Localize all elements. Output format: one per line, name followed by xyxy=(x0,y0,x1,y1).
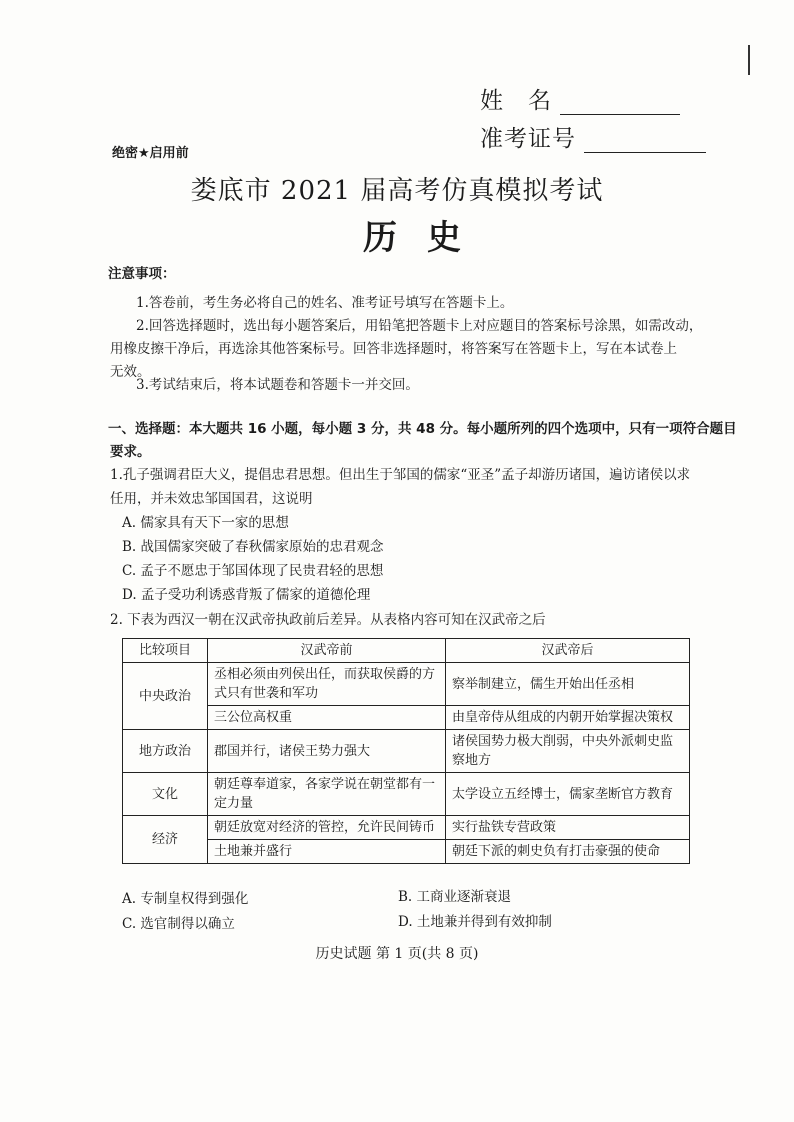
table-cell: 三公位高权重 xyxy=(208,706,446,730)
table-cell: 太学设立五经博士，儒家垄断官方教育 xyxy=(446,773,690,816)
table-row xyxy=(123,840,690,864)
secret-label: 绝密★启用前 xyxy=(112,146,189,161)
name-label: 姓 名 xyxy=(480,88,552,114)
table-row xyxy=(123,730,690,773)
table-row xyxy=(123,816,690,840)
table-cell: 朝廷尊奉道家，各家学说在朝堂都有一定力量 xyxy=(208,773,446,816)
table-cell: 朝廷放宽对经济的管控，允许民间铸币 xyxy=(208,816,446,840)
table-cell: 朝廷下派的刺史负有打击豪强的使命 xyxy=(446,840,690,864)
q1-option-a[interactable]: A. 儒家具有天下一家的思想 xyxy=(122,515,289,531)
table-header: 汉武帝后 xyxy=(446,639,690,663)
q2-option-b[interactable]: B. 工商业逐渐衰退 xyxy=(398,889,512,905)
notice-item-2-line-2: 用橡皮擦干净后，再选涂其他答案标号。回答非选择题时，将答案写在答题卡上，写在本试卷上 xyxy=(110,341,677,357)
comparison-table xyxy=(122,638,690,864)
name-field xyxy=(480,82,680,115)
name-input-line[interactable] xyxy=(560,90,680,115)
q1-stem-line-2: 任用，并未效忠邹国国君，这说明 xyxy=(110,491,313,507)
table-row xyxy=(123,706,690,730)
table-cell: 由皇帝侍从组成的内朝开始掌握决策权 xyxy=(446,706,690,730)
notice-item-2-line-3: 无效。 xyxy=(110,364,151,380)
q2-stem: 2. 下表为西汉一朝在汉武帝执政前后差异。从表格内容可知在汉武帝之后 xyxy=(110,612,546,628)
table-cell: 丞相必须由列侯出任，而获取侯爵的方式只有世袭和军功 xyxy=(208,663,446,706)
table-category: 中央政治 xyxy=(123,663,208,730)
notice-item-2-line-1: 2.回答选择题时，选出每小题答案后，用铅笔把答题卡上对应题目的答案标号涂黑，如需改动， xyxy=(136,318,703,334)
table-header-row xyxy=(123,639,690,663)
table-header: 比较项目 xyxy=(123,639,208,663)
table-cell: 诸侯国势力极大削弱，中央外派刺史监察地方 xyxy=(446,730,690,773)
section-1-line-2: 要求。 xyxy=(110,444,151,460)
notice-item-1: 1.答卷前，考生务必将自己的姓名、准考证号填写在答题卡上。 xyxy=(136,295,514,311)
table-cell: 郡国并行，诸侯王势力强大 xyxy=(208,730,446,773)
q1-option-c[interactable]: C. 孟子不愿忠于邹国体现了民贵君轻的思想 xyxy=(122,563,384,579)
section-1-line-1: 一、选择题：本大题共 16 小题，每小题 3 分，共 48 分。每小题所列的四个选项中，只有一项符合题目 xyxy=(108,421,737,437)
table-cell: 察举制建立，儒生开始出任丞相 xyxy=(446,663,690,706)
subject-title: 历史 xyxy=(363,218,491,258)
margin-mark xyxy=(748,45,750,75)
q2-option-a[interactable]: A. 专制皇权得到强化 xyxy=(122,891,249,907)
table-cell: 实行盐铁专营政策 xyxy=(446,816,690,840)
table-category: 文化 xyxy=(123,773,208,816)
table-row xyxy=(123,663,690,706)
q1-option-b[interactable]: B. 战国儒家突破了春秋儒家原始的忠君观念 xyxy=(122,539,384,555)
table-header: 汉武帝前 xyxy=(208,639,446,663)
exam-title: 娄底市 2021 届高考仿真模拟考试 xyxy=(190,176,604,206)
q2-option-d[interactable]: D. 土地兼并得到有效抑制 xyxy=(398,914,552,930)
notice-item-3: 3.考试结束后，将本试题卷和答题卡一并交回。 xyxy=(136,377,419,393)
q2-option-c[interactable]: C. 选官制得以确立 xyxy=(122,916,235,932)
id-label: 准考证号 xyxy=(480,126,576,152)
page-footer: 历史试题 第 1 页(共 8 页) xyxy=(315,946,479,962)
table-category: 经济 xyxy=(123,816,208,864)
q1-option-d[interactable]: D. 孟子受功利诱惑背叛了儒家的道德伦理 xyxy=(122,587,371,603)
q1-stem-line-1: 1.孔子强调君臣大义，提倡忠君思想。但出生于邹国的儒家“亚圣”孟子却游历诸国，遍访诸侯以求 xyxy=(110,467,691,483)
table-category: 地方政治 xyxy=(123,730,208,773)
id-field xyxy=(480,120,706,153)
id-input-line[interactable] xyxy=(584,128,706,153)
notice-heading: 注意事项： xyxy=(108,266,176,282)
table-row xyxy=(123,773,690,816)
table-cell: 土地兼并盛行 xyxy=(208,840,446,864)
